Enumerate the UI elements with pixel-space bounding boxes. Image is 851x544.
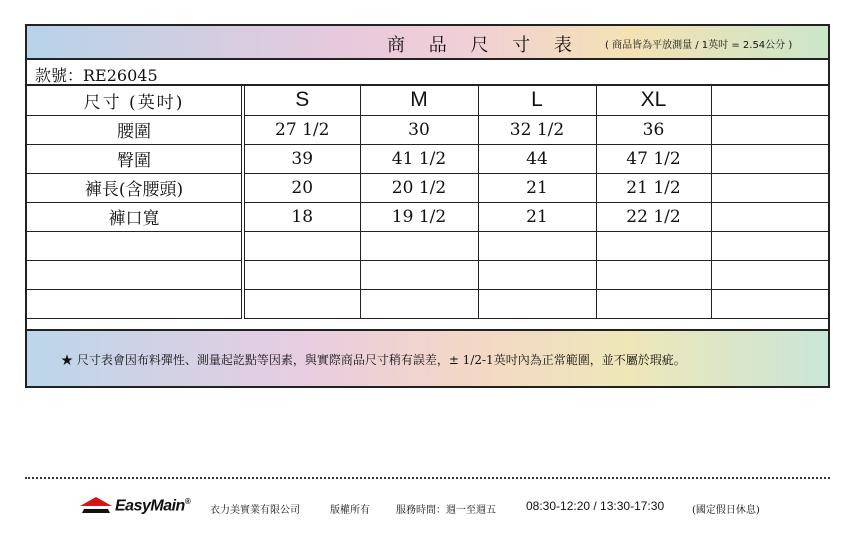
- size-extra-header: [711, 86, 828, 115]
- table-cell: 39: [243, 144, 360, 173]
- header-label: 尺寸 (英吋): [27, 86, 243, 115]
- measurement-note: ( 商品皆為平放測量 / 1英吋 = 2.54公分 ): [605, 40, 793, 51]
- table-cell: 32 1/2: [478, 115, 596, 144]
- table-cell: 18: [243, 202, 360, 231]
- table-cell: 20 1/2: [360, 173, 478, 202]
- row-label-leg-opening: 褲口寬: [27, 202, 243, 231]
- table-cell: 36: [596, 115, 711, 144]
- copyright-text: 版權所有: [330, 505, 370, 516]
- empty-row: [27, 289, 828, 318]
- table-row: [27, 202, 828, 231]
- size-l-header: L: [478, 86, 596, 115]
- empty-row: [27, 260, 828, 289]
- company-name: 衣力美實業有限公司: [210, 505, 300, 516]
- table-cell: [711, 202, 828, 231]
- size-s-header: S: [243, 86, 360, 115]
- table-cell: 27 1/2: [243, 115, 360, 144]
- table-cell: 21: [478, 202, 596, 231]
- table-row: [27, 144, 828, 173]
- table-cell: 47 1/2: [596, 144, 711, 173]
- chart-title: 商 品 尺 寸 表: [387, 35, 581, 56]
- table-cell: 19 1/2: [360, 202, 478, 231]
- table-cell: 22 1/2: [596, 202, 711, 231]
- table-row: [27, 173, 828, 202]
- service-hours-label: 服務時間：週一至週五: [396, 505, 496, 516]
- table-cell: 41 1/2: [360, 144, 478, 173]
- model-row: [27, 60, 828, 86]
- empty-row: [27, 231, 828, 260]
- mountain-logo-icon: [80, 497, 112, 515]
- size-table: [27, 86, 828, 319]
- table-cell: 30: [360, 115, 478, 144]
- holiday-note: (國定假日休息): [692, 505, 760, 516]
- size-xl-header: XL: [596, 86, 711, 115]
- size-m-header: M: [360, 86, 478, 115]
- table-cell: [711, 115, 828, 144]
- table-cell: 44: [478, 144, 596, 173]
- size-chart: [25, 24, 830, 388]
- table-cell: [711, 173, 828, 202]
- notice-text: ★ 尺寸表會因布料彈性、測量起訖點等因素，與實際商品尺寸稍有誤差，± 1/2-1英吋內為正常範圍，並不屬於瑕疵。: [61, 353, 686, 367]
- table-cell: [711, 144, 828, 173]
- model-number: 款號：RE26045: [35, 66, 158, 85]
- table-cell: 21 1/2: [596, 173, 711, 202]
- table-cell: 20: [243, 173, 360, 202]
- table-header-row: [27, 86, 828, 115]
- footer-divider: [25, 477, 830, 479]
- table-cell: 21: [478, 173, 596, 202]
- brand-name: EasyMain®: [115, 497, 191, 515]
- row-label-hip: 臀圍: [27, 144, 243, 173]
- table-row: [27, 115, 828, 144]
- row-label-length: 褲長(含腰頭): [27, 173, 243, 202]
- row-label-waist: 腰圍: [27, 115, 243, 144]
- notice-bar: [27, 329, 828, 386]
- service-hours: 08:30-12:20 / 13:30-17:30: [526, 499, 665, 513]
- title-bar: [27, 26, 828, 60]
